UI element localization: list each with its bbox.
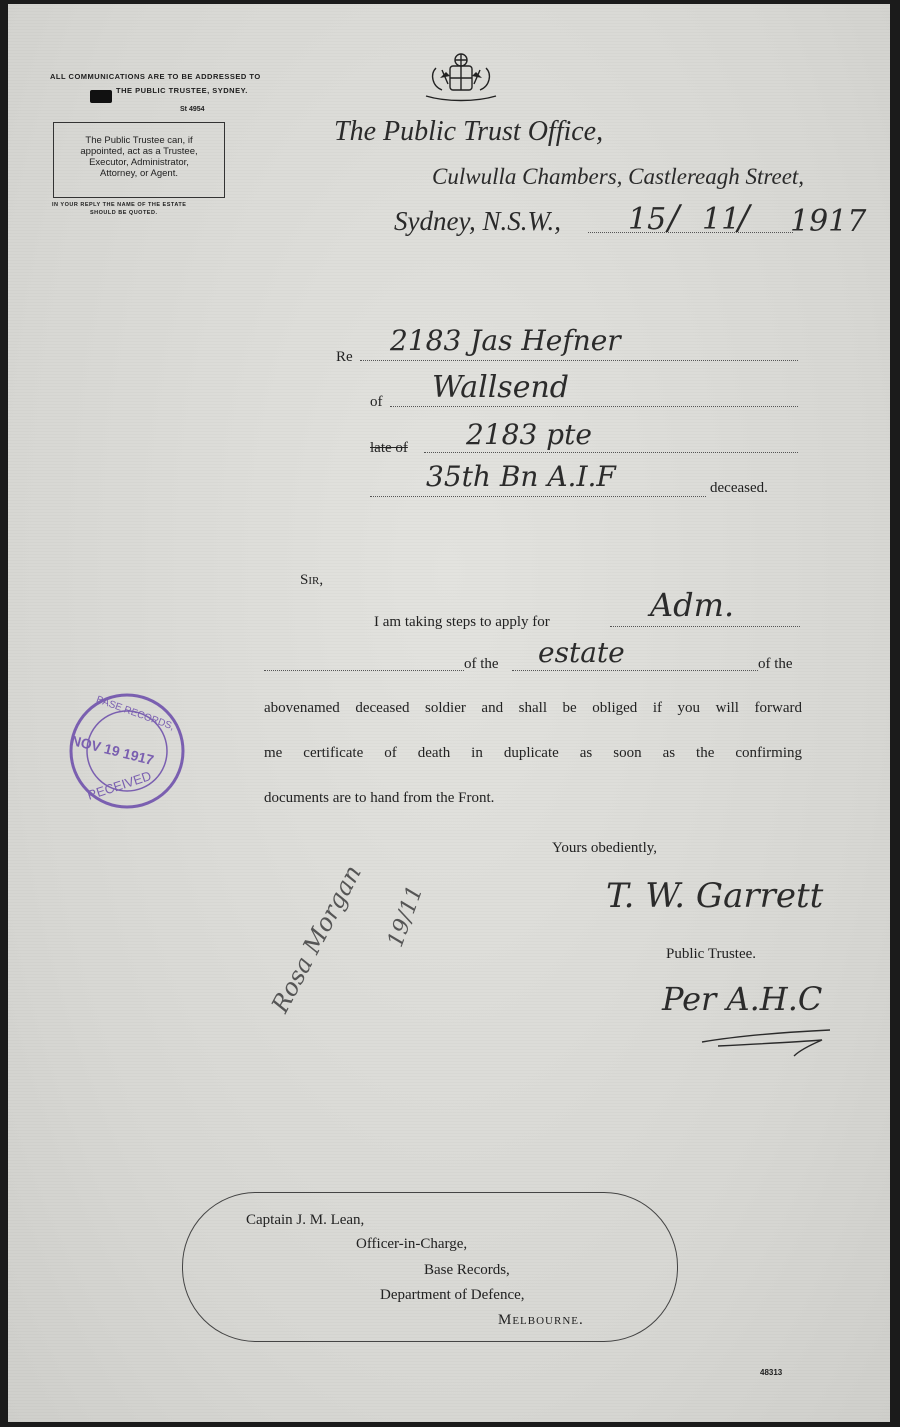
apply-for-value: Adm.	[650, 586, 735, 624]
salutation: Sir,	[300, 572, 324, 588]
estate-value: estate	[538, 636, 625, 669]
late-of-label: late of	[370, 440, 408, 456]
of-value: Wallsend	[432, 370, 569, 405]
reference-number: 48313	[760, 1368, 783, 1377]
late-of-rule	[424, 452, 798, 453]
of-label: of	[370, 394, 383, 410]
date-slash-2: /	[738, 198, 750, 238]
date-slash-1: /	[668, 198, 680, 238]
signature: T. W. Garrett	[606, 876, 824, 916]
box-line-4: Attorney, or Agent.	[100, 168, 178, 179]
of-the-rule-left	[264, 670, 464, 671]
coat-of-arms-icon	[416, 48, 506, 104]
signature-flourish	[698, 1024, 838, 1060]
closing: Yours obediently,	[552, 840, 658, 856]
office-address: Culwulla Chambers, Castlereagh Street,	[432, 164, 805, 189]
of-rule	[390, 406, 798, 407]
reply-note-1: IN YOUR REPLY THE NAME OF THE ESTATE	[52, 202, 187, 208]
addressee-line-5: Melbourne.	[498, 1312, 584, 1328]
re-label: Re	[336, 349, 353, 365]
office-city: Sydney, N.S.W.,	[394, 206, 561, 236]
letter-line-4: me certificate of death in duplicate as soon as the confirming	[264, 745, 802, 761]
box-line-2: appointed, act as a Trustee,	[80, 146, 198, 157]
letter-line-3: abovenamed deceased soldier and shall be obliged if you will forward	[264, 700, 802, 716]
date-day: 15	[628, 202, 667, 237]
deceased-label: deceased.	[710, 480, 768, 496]
unit-value: 35th Bn A.I.F	[426, 460, 616, 493]
signer-title: Public Trustee.	[666, 946, 757, 962]
apply-for-rule	[610, 626, 800, 627]
box-line-3: Executor, Administrator,	[89, 157, 189, 168]
late-of-value: 2183 pte	[466, 418, 592, 451]
re-rule	[360, 360, 798, 361]
box-line-1: The Public Trustee can, if	[85, 135, 193, 146]
reply-note-2: SHOULD BE QUOTED.	[90, 210, 158, 216]
per-initials: Per A.H.C	[662, 980, 823, 1018]
office-name: The Public Trust Office,	[334, 116, 604, 147]
re-value: 2183 Jas Hefner	[390, 324, 621, 357]
trustee-info-box	[53, 122, 225, 198]
addressee-line-4: Department of Defence,	[380, 1287, 525, 1303]
letter-line-5: documents are to hand from the Front.	[264, 790, 495, 806]
pencil-annotation-name: Rosa Morgan	[266, 860, 367, 1018]
addressee-line-1: Captain J. M. Lean,	[246, 1212, 365, 1228]
redaction-mark	[90, 90, 112, 103]
communications-line-2: THE PUBLIC TRUSTEE, SYDNEY.	[116, 86, 248, 95]
form-number: St 4954	[180, 106, 205, 113]
addressee-line-2: Officer-in-Charge,	[356, 1236, 468, 1252]
pencil-annotation-date: 19/11	[383, 882, 429, 951]
letter-line-1: I am taking steps to apply for	[374, 614, 550, 630]
document-sheet	[8, 4, 890, 1422]
stamp-date: NOV 19 1917	[69, 731, 156, 769]
stamp-bottom: RECEIVED	[85, 768, 154, 803]
date-rule	[588, 232, 793, 233]
addressee-line-3: Base Records,	[424, 1262, 510, 1278]
letter-line-2-mid: of the	[464, 656, 499, 672]
stamp-top: BASE RECORDS,	[94, 694, 176, 733]
of-the-rule-right	[512, 670, 758, 671]
letter-line-2-end: of the	[758, 656, 793, 672]
communications-line: ALL COMMUNICATIONS ARE TO BE ADDRESSED TO	[50, 72, 261, 81]
date-month: 11	[702, 202, 741, 237]
date-year: 1917	[790, 204, 867, 239]
unit-rule	[370, 496, 706, 497]
